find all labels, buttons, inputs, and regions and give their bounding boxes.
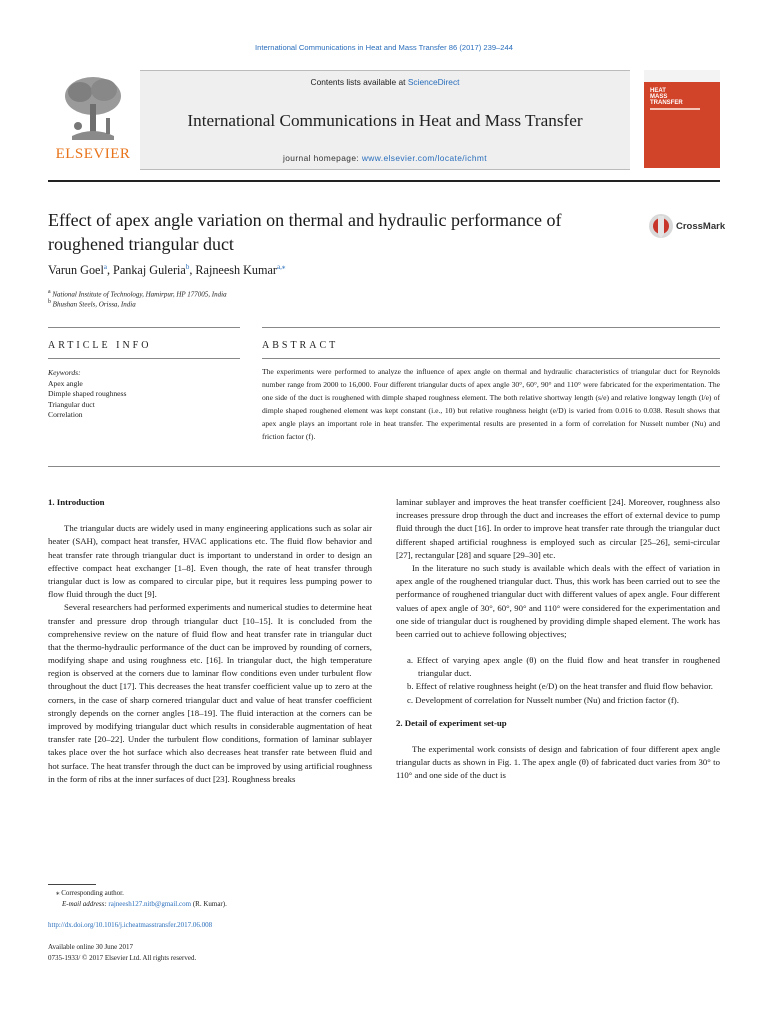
journal-cover-thumbnail[interactable]: [644, 70, 720, 168]
journal-homepage: journal homepage: www.elsevier.com/locate/ichmt: [282, 153, 488, 163]
affiliation: $^b$ Bhushan Steels, Orissa, India: [48, 299, 136, 309]
masthead-divider: [48, 180, 720, 182]
article-info-heading: ARTICLE INFO: [48, 340, 152, 351]
body-left-column: [48, 496, 372, 786]
abstract-rule-bottom: [48, 466, 720, 467]
keyword: Dimple shaped roughness: [48, 389, 127, 399]
body-right-column: [396, 496, 720, 783]
cover-title: HEAT MASS TRANSFER: [650, 88, 683, 106]
journal-name: International Communications in Heat and Mass Transfer: [187, 111, 583, 130]
footnote-rule: [48, 884, 96, 885]
abstract-heading: ABSTRACT: [262, 340, 339, 351]
masthead: [48, 70, 720, 170]
keyword: Triangular duct: [48, 399, 95, 409]
paragraph: In the literature no such study is available which deals with the effect of variation in apex angle of the roughened triangular duct. Thus, this work has been carried out to see the performance of roughened triangular duct with different values of apex angle. Four different values of apex angle of 30°, 60°, 90° and 110° were considered for the experimentation and one side of triangular duct is roughened by providing dimple shaped element. The work has been carried out to achieve following objectives;: [396, 562, 720, 639]
keyword: Correlation: [48, 410, 83, 420]
objective-item: b. Effect of relative roughness height (e/D) on the heat transfer and fluid flow behavior.: [407, 681, 713, 692]
footnotes: [48, 888, 378, 910]
section-heading: 1. Introduction: [48, 497, 105, 507]
author-name[interactable]: Rajneesh Kumar: [195, 263, 277, 278]
info-rule-mid: [48, 358, 240, 359]
abstract-text: The experiments were performed to analyze the influence of apex angle on thermal and hydraulic characteristics of triangular duct for Reynolds number range from 2000 to 16,000. Four different triangular ducts of apex angle 30°, 60°, 90° and 110° were fabricated for the experimentation. The one side of the duct is roughened with dimple shaped roughness element. The both relative shortway length (s/e) and relative longway length (l/e) of dimple shaped roughened element was kept constant (i.e., 10) but relative roughness height (e/D) is varied from 0.016 to 0.038. Result shows that apex angle plays an important role in heat transfer. The experimental results are presented in a form of correlation for Nusselt number (Nu) and friction factor (f).: [262, 367, 720, 441]
doi-link[interactable]: http://dx.doi.org/10.1016/j.icheatmasstransfer.2017.06.008: [48, 921, 213, 929]
abstract-rule-mid: [262, 358, 720, 359]
objective-item: a. Effect of varying apex angle (θ) on the fluid flow and heat transfer in roughened triangular duct.: [407, 655, 720, 679]
author-list: Varun Goel$^a$, Pankaj Guleria$^b$, Rajneesh Kumar$^{a,⁎}$: [48, 263, 286, 278]
paragraph: laminar sublayer and improves the heat transfer coefficient [24]. Moreover, roughness also increases pressure drop through the duct and increases the effort of external device to pump fluid through the duct [16]. In order to improve heat transfer rate through the triangular duct different shaped artificial roughness is employed such as circular [25–26], semi-circular [27], rectangular [28] and square [29–30] etc.: [396, 497, 720, 560]
crossmark-icon: [648, 213, 674, 239]
article-title: Effect of apex angle variation on thermal and hydraulic performance of roughened triangular duct: [48, 210, 562, 254]
paragraph: The experimental work consists of design and fabrication of four different apex angle triangular ducts as shown in Fig. 1. The apex angle (θ) of fabricated duct varies from 30° to 110° and one side of the duct is: [396, 744, 720, 781]
affiliation: $^a$ National Institute of Technology, Hamirpur, HP 177005, India: [48, 289, 227, 299]
paragraph: Several researchers had performed experiments and numerical studies to determine heat transfer and pressure drop through triangular duct [10–15]. It is concluded from the comprehensive review on the nature of fluid flow and heat transfer rate in triangular duct that the thermo-hydraulic performance of the duct can be improved by rounding of corners, modifying shape and using roughness etc. [16]. In triangular duct, the high temperature region is observed at the corners due to laminar flow conditions even under turbulent flow throughout the duct [17]. This decreases the heat transfer coefficient value up to zero at the corners, in the case of sharp cornered triangular duct and value of heat transfer coefficient strongly depends on the corner angles [18–19]. The fluid interaction at the corners can be improved by modifying triangular duct which results in considerable augmentation of heat transfer rate [20–22]. Under the turbulent flow conditions, formation of laminar sublayer takes place over the hot surface which also decreases heat transfer rate between fluid and hot surface. The heat transfer through the duct can be improved by using artificial roughness in the form of ribs at the inner surfaces of duct [23]. Roughness breaks: [48, 602, 372, 784]
journal-citation-link[interactable]: International Communications in Heat and Mass Transfer 86 (2017) 239–244: [255, 43, 513, 52]
homepage-link[interactable]: www.elsevier.com/locate/ichmt: [361, 153, 488, 163]
publisher-wordmark: ELSEVIER: [55, 146, 131, 162]
objective-item: c. Development of correlation for Nusselt number (Nu) and friction factor (f).: [407, 694, 679, 705]
elsevier-tree-icon: [62, 74, 124, 142]
contents-line: Contents lists available at ScienceDirect: [310, 77, 460, 87]
email-note: E-mail address: rajneesh127.nitb@gmail.com (R. Kumar).: [62, 900, 227, 908]
keyword: Apex angle: [48, 378, 83, 388]
section-heading: 2. Detail of experiment set-up: [396, 717, 507, 728]
email-link[interactable]: rajneesh127.nitb@gmail.com: [108, 900, 192, 908]
keywords-block: [48, 368, 238, 421]
sciencedirect-link[interactable]: ScienceDirect: [407, 77, 460, 87]
available-online: Available online 30 June 2017: [48, 943, 134, 951]
corresponding-note: ⁎ Corresponding author.: [56, 889, 124, 897]
author-name[interactable]: Varun Goel: [48, 263, 104, 278]
journal-banner: [140, 70, 630, 170]
elsevier-logo[interactable]: [48, 70, 138, 168]
author-name[interactable]: Pankaj Guleria: [113, 263, 186, 278]
crossmark-badge[interactable]: CrossMark: [648, 213, 726, 239]
copyright: 0735-1933/ © 2017 Elsevier Ltd. All rights reserved.: [48, 954, 197, 962]
abstract-rule-top: [262, 327, 720, 328]
keywords-label: Keywords:: [48, 368, 81, 377]
paragraph: The triangular ducts are widely used in many engineering applications such as solar air heater (SAH), compact heat transfer, HVAC applications etc. The fluid flow behavior and heat transfer rate through triangular duct is important to understand in order to design an effective compact heat exchanger [1–8]. Even though, the rate of heat transfer through triangular duct is low as compared to circular pipe, but it requires less pumping power to flow fluid through the duct [9].: [48, 523, 372, 600]
info-rule-top: [48, 327, 240, 328]
